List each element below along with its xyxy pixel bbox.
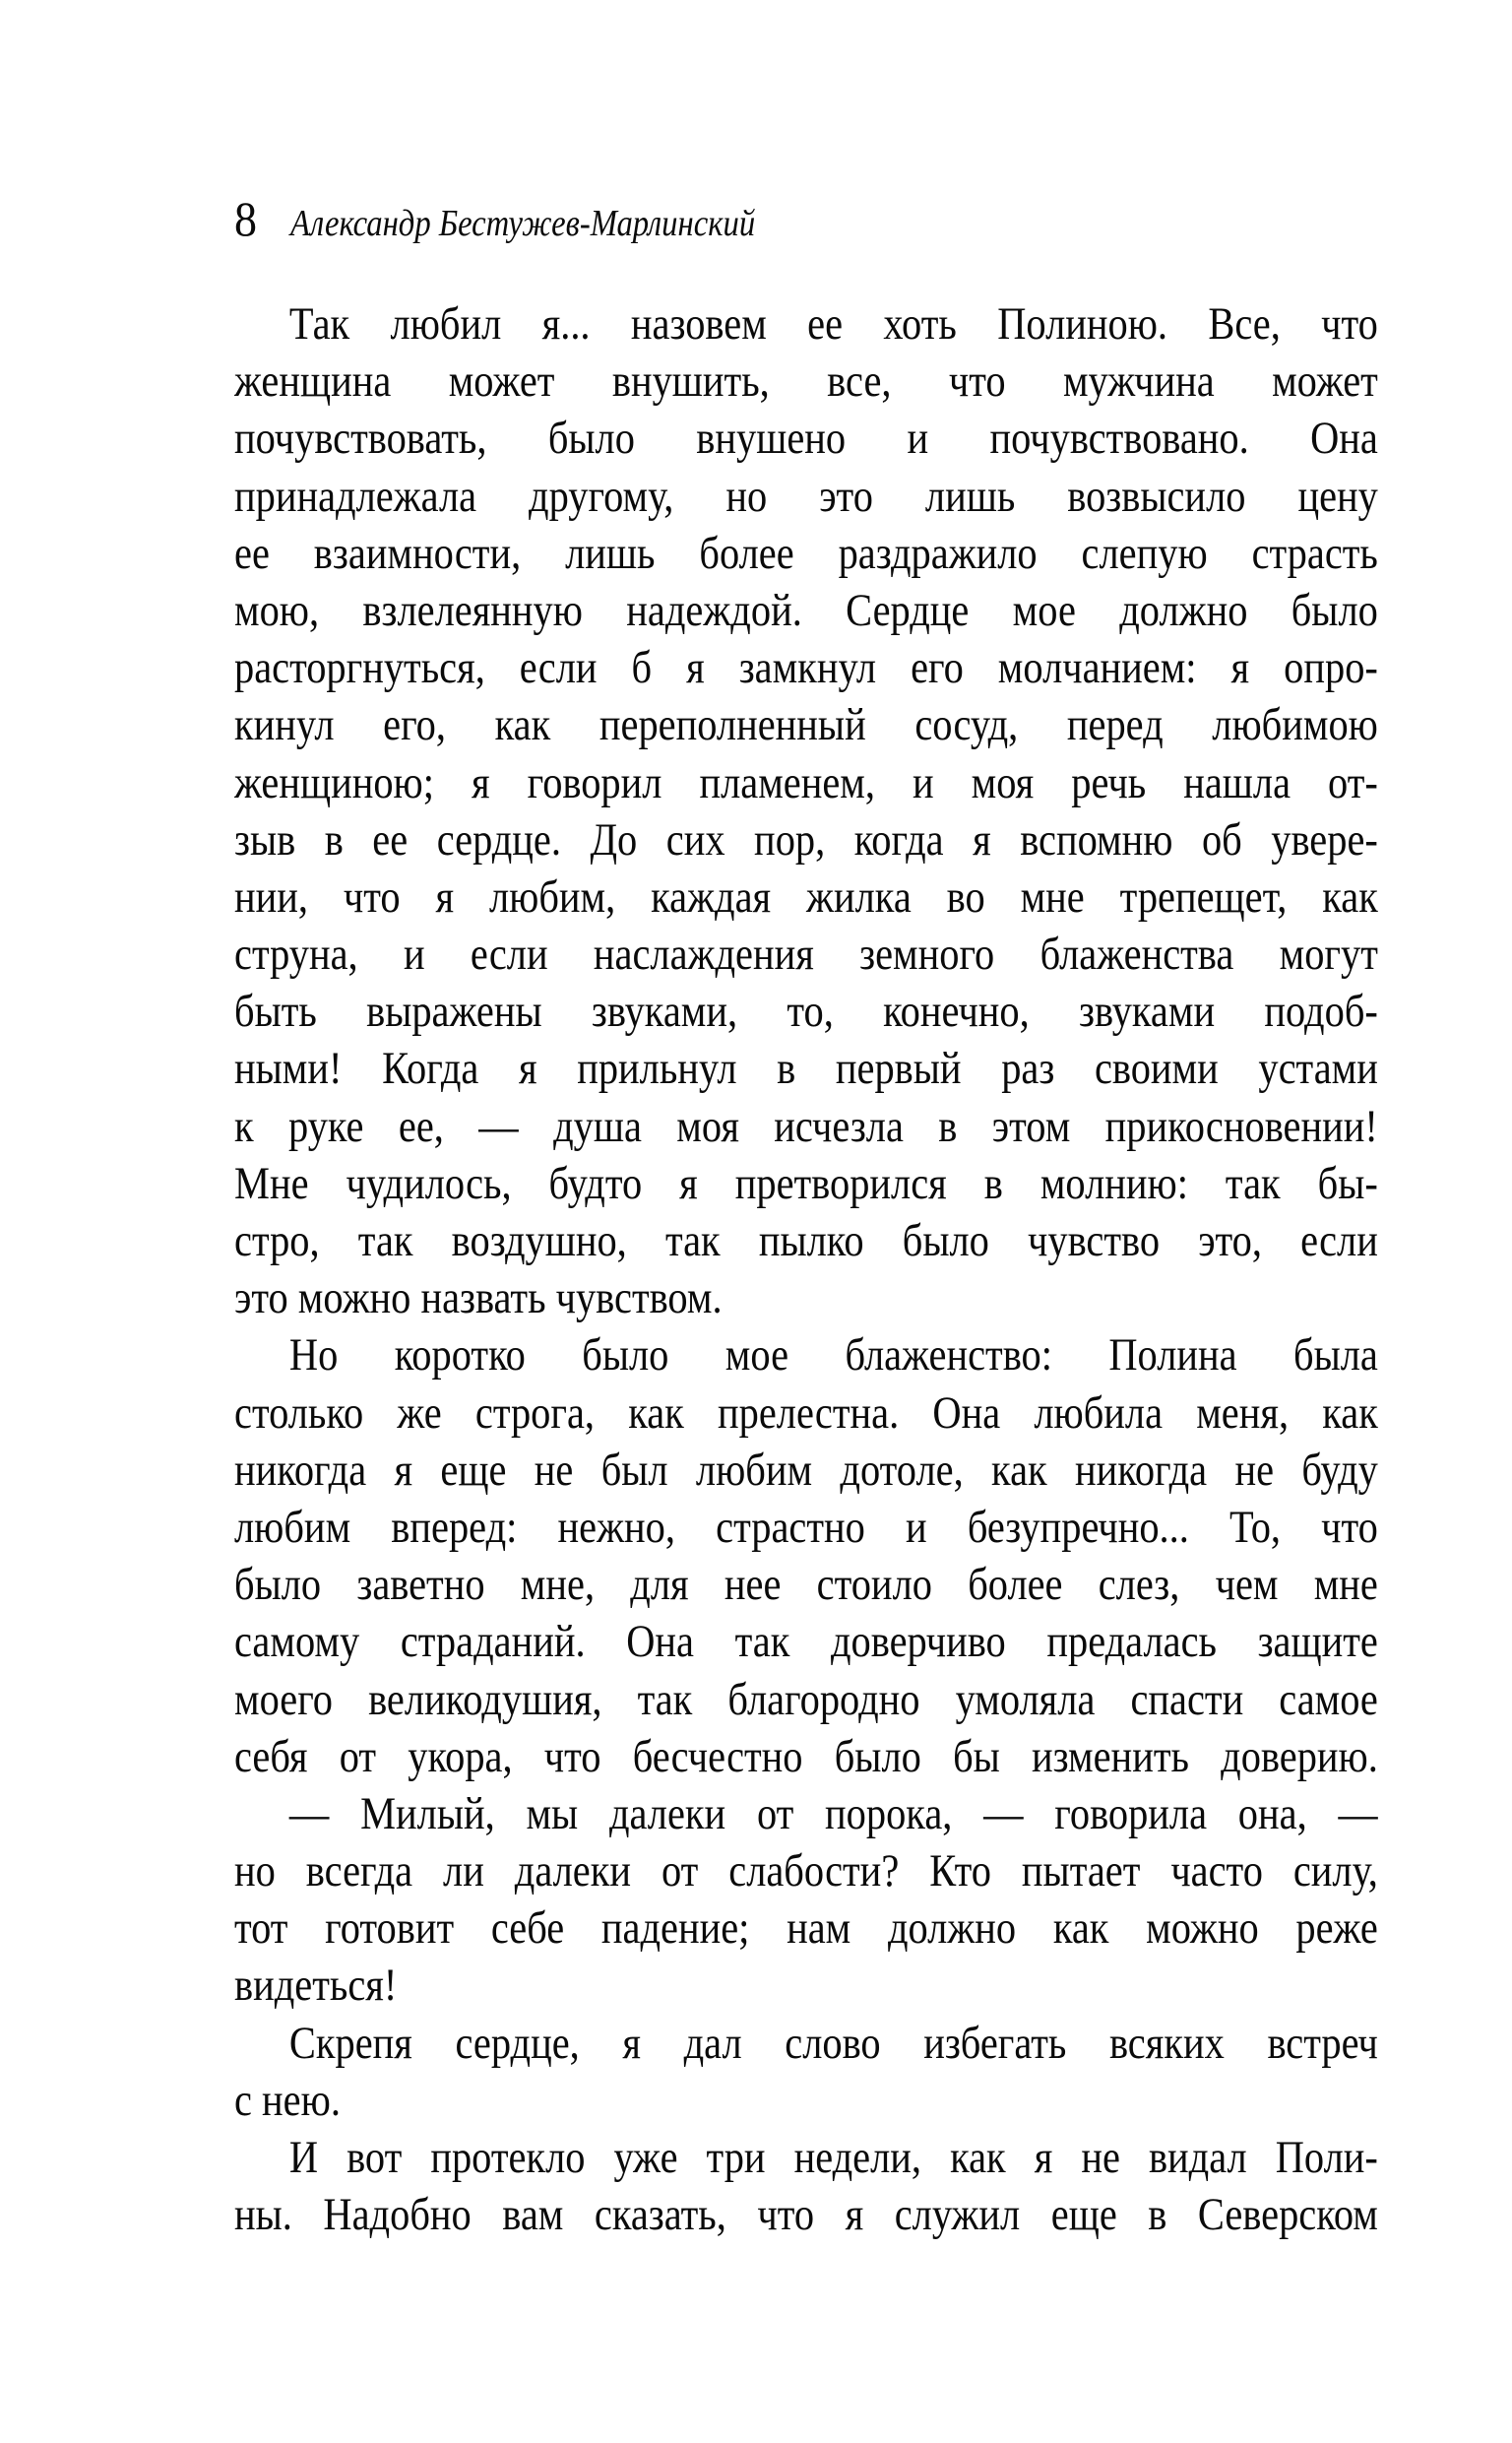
text-line: струна, и если наслаждения земного блаженства могут [234, 929, 1378, 981]
text-line: любим вперед: нежно, страстно и безупречно... То, что [234, 1501, 1378, 1553]
text-line: к руке ее, — душа моя исчезла в этом прикосновении! [234, 1100, 1378, 1152]
text-line: ными! Когда я прильнул в первый раз своими устами [234, 1043, 1378, 1095]
text-line: Мне чудилось, будто я претворился в молнию: так бы- [234, 1157, 1378, 1209]
text-line: принадлежала другому, но это лишь возвысило цену [234, 470, 1378, 522]
text-line: Так любил я... назовем ее хоть Полиною. Все, что [288, 298, 1378, 350]
text-line: Скрепя сердце, я дал слово избегать всяких встреч [288, 2017, 1378, 2069]
text-line: почувствовать, было внушено и почувствовано. Она [234, 413, 1378, 465]
text-line: кинул его, как переполненный сосуд, перед любимою [234, 699, 1378, 751]
page-number: 8 [234, 191, 257, 246]
text-line: никогда я еще не был любим дотоле, как никогда не буду [234, 1444, 1378, 1496]
text-line: Но коротко было мое блаженство: Полина была [288, 1329, 1378, 1382]
text-line: ее взаимности, лишь более раздражило слепую страсть [234, 527, 1378, 579]
text-line: самому страданий. Она так доверчиво предалась защите [234, 1616, 1378, 1668]
text-line: стро, так воздушно, так пылко было чувство это, если [234, 1215, 1378, 1266]
text-line: ны. Надобно вам сказать, что я служил еще в Северском [234, 2189, 1378, 2241]
text-line: видеться! [234, 1960, 398, 2012]
text-line: с нею. [234, 2074, 341, 2126]
running-head [234, 189, 831, 248]
text-line: мою, взлелеянную надеждой. Сердце мое должно было [234, 584, 1378, 636]
text-line: быть выражены звуками, то, конечно, звуками подоб- [234, 986, 1378, 1038]
body-text [234, 295, 1378, 2243]
text-line: это можно назвать чувством. [234, 1272, 723, 1324]
text-line: столько же строга, как прелестна. Она любила меня, как [234, 1386, 1378, 1439]
text-line: — Милый, мы далеки от порока, — говорила она, — [288, 1787, 1378, 1839]
text-line: женщиною; я говорил пламенем, и моя речь нашла от- [234, 756, 1378, 808]
text-line: расторгнуться, если б я замкнул его молчанием: я опро- [234, 642, 1378, 694]
text-line: было заветно мне, для нее стоило более слез, чем мне [234, 1559, 1378, 1611]
text-line: И вот протекло уже три недели, как я не видал Поли- [288, 2132, 1378, 2183]
text-line: моего великодушия, так благородно умоляла спасти самое [234, 1673, 1378, 1725]
text-line: но всегда ли далеки от слабости? Кто пытает часто силу, [234, 1845, 1378, 1897]
text-line: нии, что я любим, каждая жилка во мне трепещет, как [234, 870, 1378, 923]
text-line: зыв в ее сердце. До сих пор, когда я вспомню об увере- [234, 813, 1378, 866]
text-line: женщина может внушить, все, что мужчина может [234, 355, 1378, 408]
running-title-author: Александр Бестужев-Марлинский [290, 203, 756, 244]
text-line: тот готовит себе падение; нам должно как можно реже [234, 1902, 1378, 1955]
text-line: себя от укора, что бесчестно было бы изменить доверию. [234, 1730, 1378, 1782]
